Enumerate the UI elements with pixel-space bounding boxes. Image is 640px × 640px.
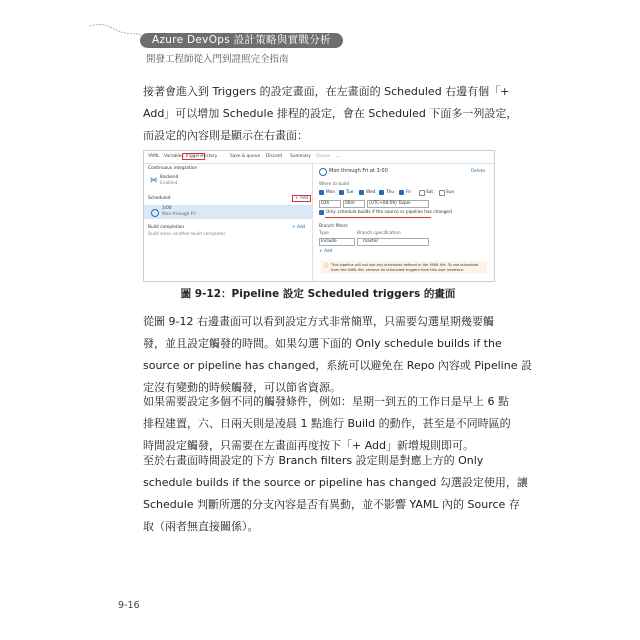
text-line: 如果需要設定多個不同的觸發條件，例如：星期一到五的工作日是早上 6 點 <box>143 395 509 408</box>
figure-day-tue: Tue <box>346 190 354 195</box>
figure-toolbar-queue: Queue <box>316 154 331 159</box>
figure-add-branch: + Add <box>319 249 333 254</box>
text-line: schedule builds if the source or pipeline has changed 勾選設定使用，讓 <box>143 476 528 489</box>
clock-icon <box>319 168 327 176</box>
highlight-underline <box>325 217 431 218</box>
figure-toolbar-discard: Discard <box>266 154 283 159</box>
figure-type-label: Type <box>319 231 329 236</box>
figure-day-mon: Mon <box>326 190 336 195</box>
figure-day-wed: Wed <box>366 190 376 195</box>
figure-build-completion-desc: Build when another build completes <box>148 232 226 237</box>
figure-tab-triggers: Triggers <box>182 153 205 160</box>
figure-left-pane <box>144 163 313 281</box>
paragraph-multiple-triggers <box>143 391 511 457</box>
figure-branch-filters: Branch filters <box>319 224 348 229</box>
figure-when-to-build: When to build <box>319 182 349 187</box>
text-line: source or pipeline has changed，系統可以避免在 Repo 內容或 Pipeline 設 <box>143 359 532 372</box>
figure-warning-text: This pipeline will not use any schedules defined in the YAML file. To use schedules from the YAML file, remove all scheduled triggers from this user interface. <box>331 263 479 272</box>
text-line: 而設定的內容則是顯示在右畫面： <box>143 129 308 142</box>
visual-studio-icon: ⋈ <box>150 176 157 184</box>
text-line: 時間設定觸發，只需要在左畫面再度按下「+ Add」新增規則即可。 <box>143 439 475 452</box>
figure-type-value: Include <box>321 239 337 244</box>
checkbox-checked-icon <box>379 190 384 195</box>
paragraph-branch-filters <box>143 450 528 538</box>
figure-hour-value: 03h <box>321 201 330 206</box>
checkbox-checked-icon <box>319 210 324 215</box>
figure-schedule-days: Mon through Fri <box>162 212 196 217</box>
checkbox-checked-icon <box>359 190 364 195</box>
page-number: 9-16 <box>118 600 140 611</box>
figure-ci-label: Continuous integration <box>148 166 198 171</box>
checkbox-empty-icon <box>419 190 425 196</box>
paragraph-explanation <box>143 311 532 399</box>
figure-tab-history: History <box>202 154 218 159</box>
figure-minute-value: 00m <box>345 201 355 206</box>
checkbox-checked-icon <box>399 190 404 195</box>
figure-timezone-value: (UTC+08:00) Taipei <box>369 201 411 206</box>
checkbox-checked-icon <box>339 190 344 195</box>
figure-scheduled-label: Scheduled <box>148 196 171 201</box>
text-line: Add」可以增加 Schedule 排程的設定，會在 Scheduled 下面多一列設定， <box>143 107 518 120</box>
paragraph-intro <box>143 81 518 147</box>
figure-branch-spec-label: Branch specification <box>357 231 401 236</box>
text-line: 發，並且設定觸發的時間。如果勾選下面的 Only schedule builds if the <box>143 337 502 350</box>
figure-caption: 圖 9-12：Pipeline 設定 Scheduled triggers 的畫面 <box>180 288 456 300</box>
figure-day-thu: Thu <box>386 190 395 195</box>
text-line: 從圖 9-12 右邊畫面可以看到設定方式非常簡單，只需要勾選星期幾要觸 <box>143 315 494 328</box>
figure-tab-variables: Variables <box>164 154 184 159</box>
checkbox-empty-icon <box>439 190 445 196</box>
text-line: 接著會進入到 Triggers 的設定畫面，在左畫面的 Scheduled 右邊有個「+ <box>143 85 510 98</box>
text-line: Schedule 判斷所選的分支內容是否有異動，並不影響 YAML 內的 Source 存 <box>143 498 520 511</box>
book-title-banner: Azure DevOps 設計策略與實戰分析 <box>140 33 343 48</box>
figure-day-sun: Sun <box>446 190 455 195</box>
figure-backend-name: Backend <box>160 175 179 180</box>
figure-right-pane <box>313 163 494 281</box>
figure-build-completion-label: Build completion <box>148 225 185 230</box>
figure-build-completion-add: + Add <box>292 225 306 230</box>
figure-delete-button: Delete <box>471 169 486 174</box>
text-line: 定沒有變動的時候觸發，可以節省資源。 <box>143 381 341 394</box>
figure-screenshot-triggers <box>143 150 495 282</box>
figure-schedule-time: 3:00 <box>162 206 172 211</box>
figure-schedule-title: Mon through Fri at 3:00 <box>329 168 388 174</box>
figure-day-sat: Sat <box>426 190 434 195</box>
header-swirl-decoration <box>88 22 148 42</box>
text-line: 排程建置，六、日兩天則是凌晨 1 點進行 Build 的動作，甚至是不同時區的 <box>143 417 511 430</box>
figure-tab-yaml: YAML <box>148 154 160 159</box>
clock-icon <box>151 209 159 217</box>
book-subtitle: 開發工程師從入門到證照完全指南 <box>146 54 289 65</box>
checkbox-checked-icon <box>319 190 324 195</box>
figure-branch-value: master <box>363 239 379 244</box>
figure-scheduled-add-button: + Add <box>292 195 311 202</box>
text-line: 取（兩者無直接關係）。 <box>143 520 259 533</box>
figure-toolbar-more: ... <box>336 154 341 159</box>
text-line: 至於右畫面時間設定的下方 Branch filters 設定則是對應上方的 Only <box>143 454 484 467</box>
warning-icon: ⓘ <box>324 264 329 269</box>
figure-backend-status: Enabled <box>160 181 178 186</box>
figure-day-fri: Fri <box>406 190 412 195</box>
figure-only-if-changed: Only schedule builds if the source or pipeline has changed <box>326 210 452 215</box>
figure-toolbar-summary: Summary <box>290 154 311 159</box>
figure-toolbar-save-queue: Save & queue <box>230 154 261 159</box>
